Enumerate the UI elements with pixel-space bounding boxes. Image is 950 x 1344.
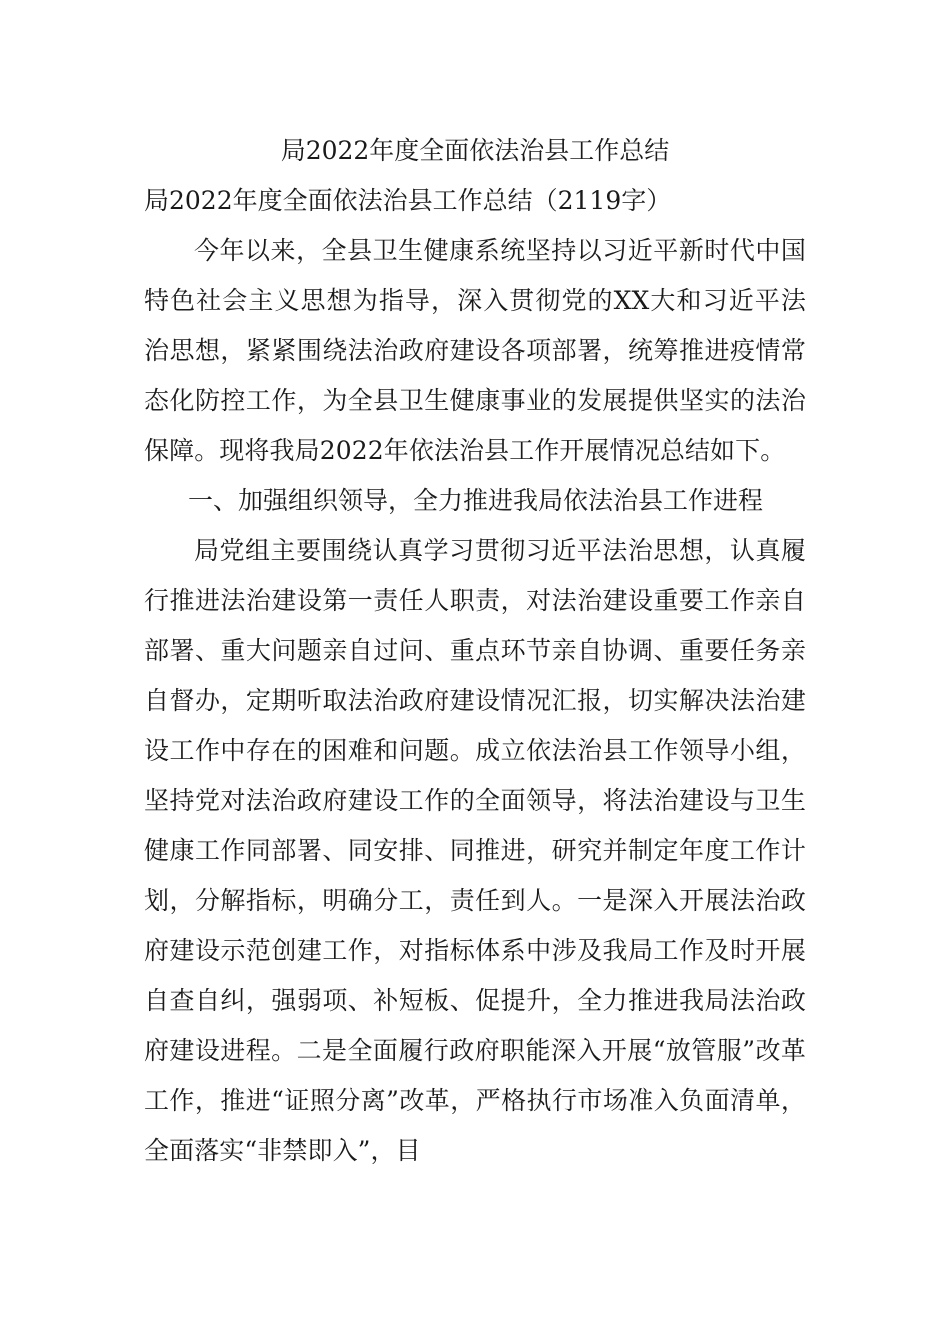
document-content	[144, 126, 806, 1176]
intro-paragraph: 今年以来，全县卫生健康系统坚持以习近平新时代中国特色社会主义思想为指导，深入贯彻党的XX大和习近平法治思想，紧紧围绕法治政府建设各项部署，统筹推进疫情常态化防控工作，为全县卫生健康事业的发展提供坚实的法治保障。现将我局2022年依法治县工作开展情况总结如下。	[144, 236, 806, 465]
section-heading: 一、加强组织领导，全力推进我局依法治县工作进程	[188, 486, 764, 515]
section-paragraph: 局党组主要围绕认真学习贯彻习近平法治思想，认真履行推进法治建设第一责任人职责，对法治建设重要工作亲自部署、重大问题亲自过问、重点环节亲自协调、重要任务亲自督办，定期听取法治政府建设情况汇报，切实解决法治建设工作中存在的困难和问题。成立依法治县工作领导小组，坚持党对法治政府建设工作的全面领导，将法治建设与卫生健康工作同部署、同安排、同推进，研究并制定年度工作计划，分解指标，明确分工，责任到人。一是深入开展法治政府建设示范创建工作，对指标体系中涉及我局工作及时开展自查自纠，强弱项、补短板、促提升，全力推进我局法治政府建设进程。二是全面履行政府职能深入开展“放管服”改革工作，推进“证照分离”改革，严格执行市场准入负面清单，全面落实“非禁即入”，目	[144, 536, 806, 1165]
document-subtitle: 局2022年度全面依法治县工作总结（2119字）	[144, 186, 672, 215]
document-title: 局2022年度全面依法治县工作总结	[280, 136, 670, 165]
